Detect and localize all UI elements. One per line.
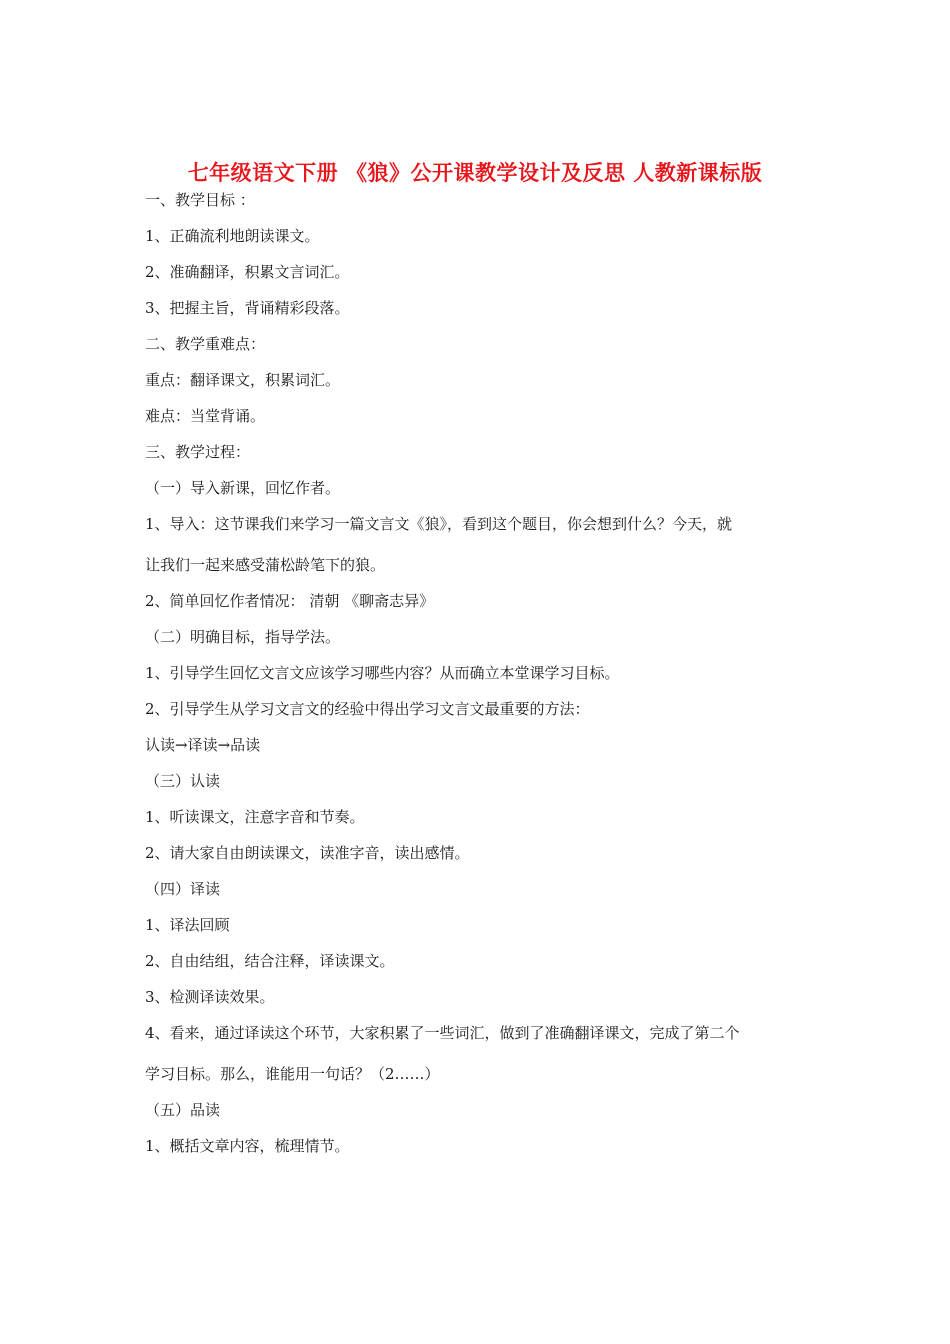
paragraph-line: 2、自由结组，结合注释，译读课文。 [145,952,395,970]
paragraph-line: 1、概括文章内容，梳理情节。 [145,1137,350,1155]
document-body [145,188,815,1170]
objective-item: 3、把握主旨，背诵精彩段落。 [145,299,350,317]
paragraph-line: 3、检测译读效果。 [145,988,275,1006]
subsection-heading: （四）译读 [145,880,221,898]
subsection-heading: （二）明确目标，指导学法。 [145,628,341,646]
document-title: 七年级语文下册 《狼》公开课教学设计及反思 人教新课标版 [187,160,763,185]
subsection-heading: （三）认读 [145,772,221,790]
section-heading-objectives: 一、教学目标 ： [145,191,255,209]
paragraph-line: 让我们一起来感受蒲松龄笔下的狼。 [145,556,386,574]
key-point: 重点：翻译课文，积累词汇。 [145,371,341,389]
paragraph-line: 1、引导学生回忆文言文应该学习哪些内容？从而确立本堂课学习目标。 [145,664,620,682]
difficult-point: 难点：当堂背诵。 [145,407,266,425]
subsection-heading: （五）品读 [145,1101,221,1119]
section-heading-process: 三、教学过程： [145,443,251,461]
paragraph-line: 1、译法回顾 [145,916,230,934]
paragraph-line: 认读→译读→品读 [145,736,261,754]
paragraph-line: 1、导入：这节课我们来学习一篇文言文《狼》，看到这个题目，你会想到什么？今天，就 [145,515,733,533]
paragraph-line: 4、看来，通过译读这个环节，大家积累了一些词汇，做到了准确翻译课文，完成了第二个 [145,1024,740,1042]
paragraph-line: 2、请大家自由朗读课文，读准字音，读出感情。 [145,844,470,862]
paragraph-line: 1、听读课文，注意字音和节奏。 [145,808,365,826]
paragraph-line: 学习目标。那么，谁能用一句话？（2……） [145,1065,440,1083]
objective-item: 2、准确翻译，积累文言词汇。 [145,263,350,281]
subsection-heading: （一）导入新课，回忆作者。 [145,479,341,497]
paragraph-line: 2、引导学生从学习文言文的经验中得出学习文言文最重要的方法： [145,700,590,718]
section-heading-key-points: 二、教学重难点： [145,335,266,353]
objective-item: 1、正确流利地朗读课文。 [145,227,320,245]
paragraph-line: 2、简单回忆作者情况： 清朝 《聊斋志异》 [145,592,435,610]
